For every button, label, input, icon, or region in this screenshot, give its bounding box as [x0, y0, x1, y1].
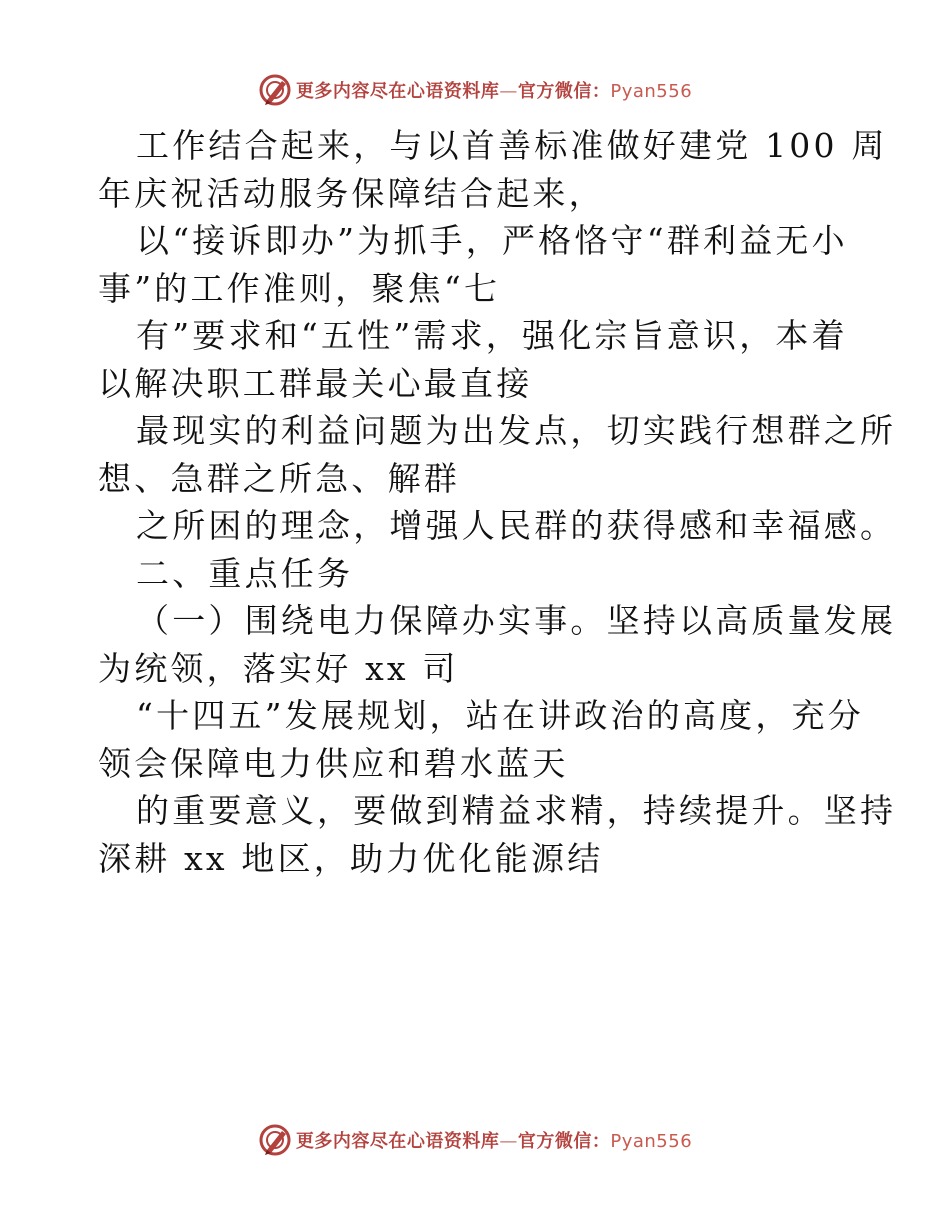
body-line: 年庆祝活动服务保障结合起来， — [98, 173, 605, 213]
header-account-label: 官方微信： — [517, 81, 611, 102]
footer-account-label: 官方微信： — [517, 1131, 611, 1152]
body-line: 最现实的利益问题为出发点，切实践行想群之所 — [136, 411, 897, 450]
section-heading: 二、重点任务 — [136, 553, 354, 593]
body-line: “十四五”发展规划，站在讲政治的高度，充分 — [136, 696, 864, 735]
body-line: 领会保障电力供应和碧水蓝天 — [98, 743, 569, 783]
pen-circle-logo-icon — [258, 73, 292, 107]
document-body — [98, 122, 897, 882]
body-line: （一）围绕电力保障办实事。坚持以高质量发展 — [136, 601, 897, 640]
footer-banner — [0, 1120, 950, 1160]
header-separator: — — [499, 81, 518, 102]
body-line: 事”的工作准则，聚焦“七 — [98, 268, 501, 308]
body-line: 以解决职工群最关心最直接 — [98, 363, 533, 403]
body-line: 有”要求和“五性”需求，强化宗旨意识，本着 — [136, 316, 848, 355]
pen-circle-logo-icon — [258, 1123, 292, 1157]
header-banner — [0, 70, 950, 110]
body-line: 工作结合起来，与以首善标准做好建党 100 周 — [136, 126, 888, 165]
footer-separator: — — [499, 1131, 518, 1152]
header-banner-text — [296, 77, 692, 103]
footer-site-text: 更多内容尽在心语资料库 — [295, 1131, 500, 1152]
body-line: 深耕 xx 地区，助力优化能源结 — [98, 838, 604, 878]
footer-banner-text — [296, 1127, 692, 1153]
body-line: 想、急群之所急、解群 — [98, 458, 460, 498]
header-site-text: 更多内容尽在心语资料库 — [295, 81, 500, 102]
body-line: 以“接诉即办”为抓手，严格恪守“群利益无小 — [136, 221, 848, 260]
body-line: 为统领，落实好 xx 司 — [98, 648, 459, 688]
footer-account-id: Pyan556 — [610, 1131, 693, 1152]
header-account-id: Pyan556 — [610, 81, 693, 102]
body-line: 的重要意义，要做到精益求精，持续提升。坚持 — [136, 791, 897, 830]
body-line: 之所困的理念，增强人民群的获得感和幸福感。 — [136, 506, 897, 545]
